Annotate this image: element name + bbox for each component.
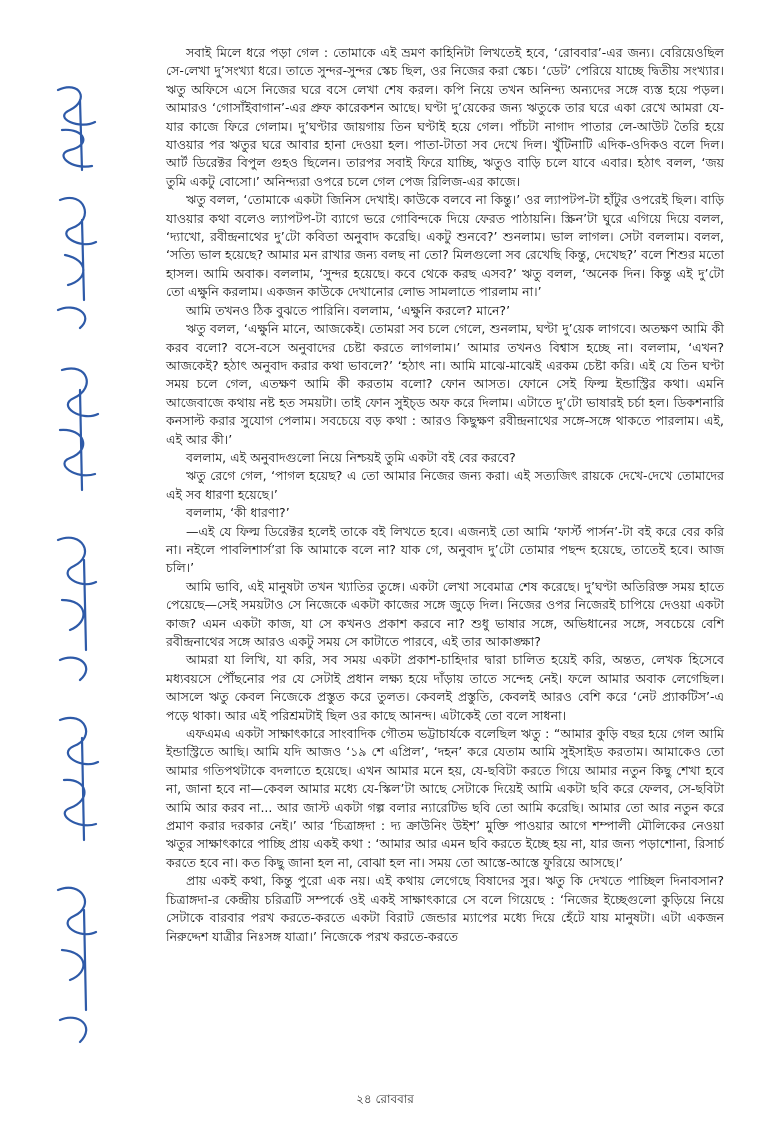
paragraph: সবাই মিলে ধরে পড়া গেল : তোমাকে এই ভ্রমণ কাহিনিটা লিখতেই হবে, ‘রোববার’-এর জন্য। বেরিয়েওছিল সে-লেখা দু’সংখ্যা ধরে। তাতে সুন্দর-সুন্দর স্কেচ ছিল, ওর নিজের করা স্কেচ। ‘ডেট’ পেরিয়ে যাচ্ছে দ্বিতীয় সংখ্যার। ঋতু অফিসে এসে নিজের ঘরে বসে লেখা শেষ করল। কপি নিয়ে তখন অনিন্দ্য অন্যদের সঙ্গে ব্যস্ত হয়ে পড়ল। আমারও ‘গোসাঁইবাগান’-এর প্রুফ কারেকশন আছে। ঘণ্টা দু’য়েকের জন্য ঋতুকে তার ঘরে একা রেখে আমরা যে-যার কাজে ফিরে গেলাম। দু’ঘণ্টার জায়গায় তিন ঘণ্টাই হয়ে গেল। পাঁচটা নাগাদ পাতার লে-আউট তৈরি হয়ে যাওয়ার পর ঋতুর ঘরে আবার হানা দেওয়া হল। পাতা-টাতা সব দেখে দিল। খুঁটিনাটি এদিক-ওদিকও বলে দিল। আর্ট ডিরেক্টর বিপুল গুহও ছিলেন। তারপর সবাই ফিরে যাচ্ছি, ঋতুও বাড়ি চলে যাবে এবার। হঠাৎ বলল, ‘জয় তুমি একটু বোসো।’ অনিন্দ্যরা ওপরে চলে গেল পেজ রিলিজ-এর কাজে।: [166, 45, 724, 189]
paragraph: আমি ভাবি, এই মানুষটা তখন খ্যাতির তুঙ্গে। একটা লেখা সবেমাত্র শেষ করেছে। দু’ঘণ্টা অতিরিক্ত সময় হাতে পেয়েছে—সেই সময়টাও সে নিজেকে একটা কাজের সঙ্গে জুড়ে দিল। নিজের ওপর নিজেরই চাপিয়ে দেওয়া একটা কাজ? এমন একটা কাজ, যা সে কখনও প্রকাশ করবে না? শুধু ভাষার সঙ্গে, অভিধানের সঙ্গে, সবচেয়ে বেশি রবীন্দ্রনাথের সঙ্গে আরও একটু সময় সে কাটাতে পারবে, এই তার আকাঙ্ক্ষা?: [166, 578, 724, 649]
handwritten-margin-note: [40, 70, 110, 1070]
paragraph: বললাম, ‘কী ধারণা?’: [186, 505, 290, 521]
paragraph: ঋতু রেগে গেল, ‘পাগল হয়েছ? এ তো আমার নিজের জন্য করা। এই সত্যজিৎ রায়কে দেখে-দেখে তোমাদের এই সব ধারণা হয়েছে।’: [166, 468, 724, 502]
paragraph: ঋতু বলল, ‘তোমাকে একটা জিনিস দেখাই। কাউকে বলবে না কিন্তু।’ ওর ল্যাপটপ-টা হাঁটুর ওপরেই ছিল। বাড়ি যাওয়ার কথা বলেও ল্যাপটপ-টা ব্যাগে ভরে গোবিন্দকে দিয়ে ফেরত পাঠায়নি। স্ক্রিন’টা ঘুরে এগিয়ে দিয়ে বলল, ‘দ্যাখো, রবীন্দ্রনাথের দু’টো কবিতা অনুবাদ করেছি। একটু শুনবে?’ শুনলাম। ভাল লাগল। সেটা বললাম। বলল, ‘সত্যি ভাল হয়েছে? আমার মন রাখার জন্য বলছ না তো? মিলগুলো সব রেখেছি কিন্তু, দেখেছ?’ বলে শিশুর মতো হাসল। আমি অবাক। বললাম, ‘সুন্দর হয়েছে। কবে থেকে করছ এসব?’ ঋতু বলল, ‘অনেক দিন। কিন্তু এই দু’টো তো এক্ষুনি করলাম। একজন কাউকে দেখানোর লোভ সামলাতে পারলাম না।’: [166, 192, 724, 300]
paragraph: ঋতু বলল, ‘এক্ষুনি মানে, আজকেই। তোমরা সব চলে গেলে, শুনলাম, ঘণ্টা দু’য়েক লাগবে। অতক্ষণ আমি কী করব বলো? বসে-বসে অনুবাদের চেষ্টা করতে লাগলাম।’ আমার তখনও বিশ্বাস হচ্ছে না। বললাম, ‘এখন? আজকেই? হঠাৎ অনুবাদ করার কথা ভাবলে?’ ‘হঠাৎ না। আমি মাঝে-মাঝেই এরকম চেষ্টা করি। এই যে তিন ঘণ্টা সময় চলে গেল, এতক্ষণ আমি কী করতাম বলো? ফোন আসত। ফোনে সেই ফিল্ম ইন্ডাস্ট্রির কথা। এমনি আজেবাজে কথায় নষ্ট হত সময়টা। তাই ফোন সুইচ্‌ড অফ করে দিলাম। এটাতে দু’টো ভাষারই চর্চা হল। ডিকশনারি কনসাল্ট করার সুযোগ পেলাম। সবচেয়ে বড় কথা : আরও কিছুক্ষণ রবীন্দ্রনাথের সঙ্গে-সঙ্গে থাকতে পারলাম। এই, এই আর কী।’: [166, 321, 724, 447]
paragraph: এফএমএ একটা সাক্ষাৎকারে সাংবাদিক গৌতম ভট্টাচার্যকে বলেছিল ঋতু : “আমার কুড়ি বছর হয়ে গেল আমি ইন্ডাস্ট্রিতে আছি। আমি যদি আজও ‘১৯ শে এপ্রিল’, ‘দহন’ করে যেতাম আমি সুইসাইড করতাম। আমাকেও তো আমার গতিপথটাকে বদলাতে হয়েছে। এখন আমার মনে হয়, যে-ছবিটা করতে গিয়ে আমার নতুন কিছু শেখা হবে না, জানা হবে না—কেবল আমার মধ্যে যে-স্কিল’টা আছে সেটাকে দিয়েই আমি একটা ছবি করে ফেলব, সে-ছবিটা আমি আর করব না... আর জাস্ট একটা গল্প বলার ন্যারেটিভ ছবি তো আমি করেছি। আমার তো আর নতুন করে প্রমাণ করার দরকার নেই।’ আর ‘চিত্রাঙ্গদা : দ্য ক্রাউনিং উইশ’ মুক্তি পাওয়ার আগে শম্পালী মৌলিকের নেওয়া ঋতুর সাক্ষাৎকারে পাচ্ছি প্রায় একই কথা : ‘আমার আর এমন ছবি করতে ইচ্ছে হয় না, যার জন্য পড়াশোনা, রিসার্চ করতে হবে না। কত কিছু জানা হল না, বোঝা হল না। সময় তো আস্তে-আস্তে ফুরিয়ে আসছে।’: [166, 726, 724, 870]
paragraph: —এই যে ফিল্ম ডিরেক্টর হলেই তাকে বই লিখতে হবে। এজন্যই তো আমি ‘ফার্স্ট পার্সন’-টা বই করে বের করি না। নইলে পাবলিশার্স’রা কি আমাকে বলে না? যাক গে, অনুবাদ দু’টো তোমার পছন্দ হয়েছে, তাতেই হবে। আজ চলি।’: [166, 523, 724, 576]
paragraph: আমি তখনও ঠিক বুঝতে পারিনি। বললাম, ‘এক্ষুনি করলে? মানে?’: [186, 302, 511, 318]
page-footer: ২৪ রোববার: [356, 1092, 414, 1106]
handwritten-signature-drawing: [40, 70, 110, 1070]
paragraph: বললাম, এই অনুবাদগুলো নিয়ে নিশ্চয়ই তুমি একটা বই বের করবে?: [186, 449, 516, 465]
article-body: [166, 44, 724, 946]
paragraph: প্রায় একই কথা, কিন্তু পুরো এক নয়। এই কথায় লেগেছে বিষাদের সুর। ঋতু কি দেখতে পাচ্ছিল দিনাবসান? চিত্রাঙ্গদা-র কেন্দ্রীয় চরিত্রটি সম্পর্কে ওই একই সাক্ষাৎকারে সে বলে গিয়েছে : ‘নিজের ইচ্ছেগুলো কুড়িয়ে নিয়ে সেটাকে বারবার পরখ করতে-করতে একটা বিরাট জেন্ডার ম্যাপের মধ্যে দিয়ে হেঁটে যায় মানুষটা। এটা একজন নিরুদ্দেশ যাত্রীর নিঃসঙ্গ যাত্রা।’ নিজেকে পরখ করতে-করতে: [166, 873, 724, 944]
paragraph: আমরা যা লিখি, যা করি, সব সময় একটা প্রকাশ-চাহিদার দ্বারা চালিত হয়েই করি, অন্তত, লেখক হিসেবে মধ্যবয়সে পৌঁছনোর পর যে সেটাই প্রধান লক্ষ্য হয়ে দাঁড়ায় তাতে সন্দেহ নেই। ফলে আমার অবাক লেগেছিল। আসলে ঋতু কেবল নিজেকে প্রস্তুত করে তুলত। কেবলই প্রস্তুতি, কেবলই আরও বেশি করে ‘নেট প্র্যাকটিস’-এ পড়ে থাকা। আর এই পরিশ্রমটাই ছিল ওর কাছে আনন্দ। এটাকেই তো বলে সাধনা।: [166, 652, 724, 723]
